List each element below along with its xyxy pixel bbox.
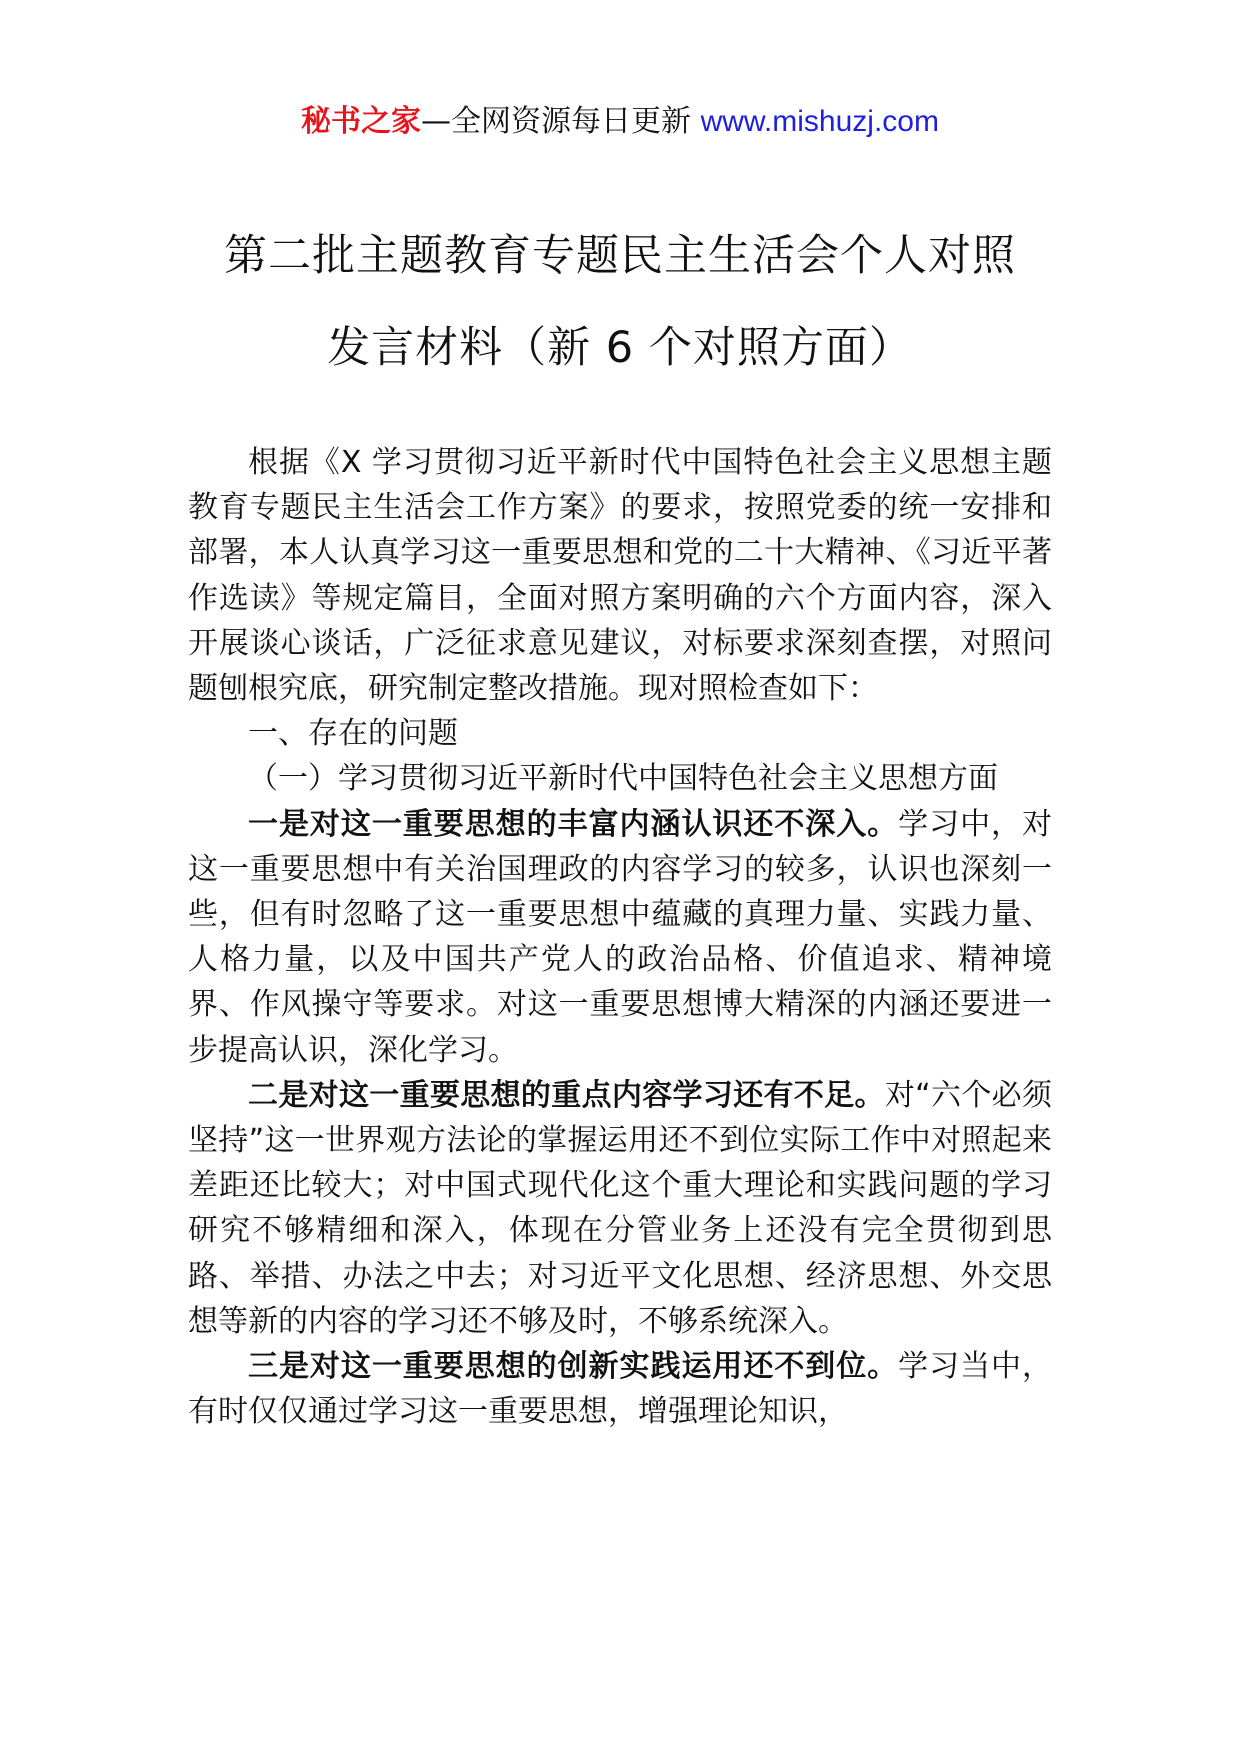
document-title-line-2: 发言材料（新 6 个对照方面） — [327, 323, 913, 373]
site-url[interactable]: www.mishuzj.com — [700, 105, 939, 138]
document-title — [0, 210, 1240, 394]
site-header — [0, 100, 1240, 144]
point-1-paragraph — [188, 802, 1052, 1073]
point-3-paragraph — [188, 1344, 1052, 1434]
document-body — [188, 440, 1052, 1434]
document-title-line-1: 第二批主题教育专题民主生活会个人对照 — [224, 231, 1016, 281]
point-2-lead: 二是对这一重要思想的重点内容学习还有不足。 — [248, 1077, 885, 1113]
site-brand: 秘书之家 — [301, 104, 422, 139]
point-1-text: 学习中，对这一重要思想中有关治国理政的内容学习的较多，认识也深刻一些，但有时忽略了这一重要思想中蕴藏的真理力量、实践力量、人格力量，以及中国共产党人的政治品格、价值追求、精神境界、作风操守等要求。对这一重要思想博大精深的内涵还要进一步提高认识，深化学习。 — [188, 806, 1053, 1068]
point-2-text: 对“六个必须坚持”这一世界观方法论的掌握运用还不到位实际工作中对照起来差距还比较大；对中国式现代化这个重大理论和实践问题的学习研究不够精细和深入，体现在分管业务上还没有完全贯彻到思路、举措、办法之中去；对习近平文化思想、经济思想、外交思想等新的内容的学习还不够及时，不够系统深入。 — [188, 1077, 1052, 1339]
point-3-text: 学习当中，有时仅仅通过学习这一重要思想，增强理论知识， — [188, 1349, 1053, 1430]
subsection-heading-study: （一）学习贯彻习近平新时代中国特色社会主义思想方面 — [248, 761, 998, 797]
intro-paragraph: 根据《X 学习贯彻习近平新时代中国特色社会主义思想主题教育专题民主生活会工作方案》的要求，按照党委的统一安排和部署，本人认真学习这一重要思想和党的二十大精神、《习近平著作选读》等规定篇目，全面对照方案明确的六个方面内容，深入开展谈心谈话，广泛征求意见建议，对标要求深刻查摆，对照问题刨根究底，研究制定整改措施。现对照检查如下： — [188, 445, 1052, 707]
point-1-lead: 一是对这一重要思想的丰富内涵认识还不深入。 — [248, 806, 899, 842]
point-2-paragraph — [188, 1073, 1052, 1344]
site-slogan: —全网资源每日更新 — [421, 104, 701, 139]
section-heading-problems: 一、存在的问题 — [248, 716, 458, 752]
point-3-lead: 三是对这一重要思想的创新实践运用还不到位。 — [248, 1349, 899, 1385]
